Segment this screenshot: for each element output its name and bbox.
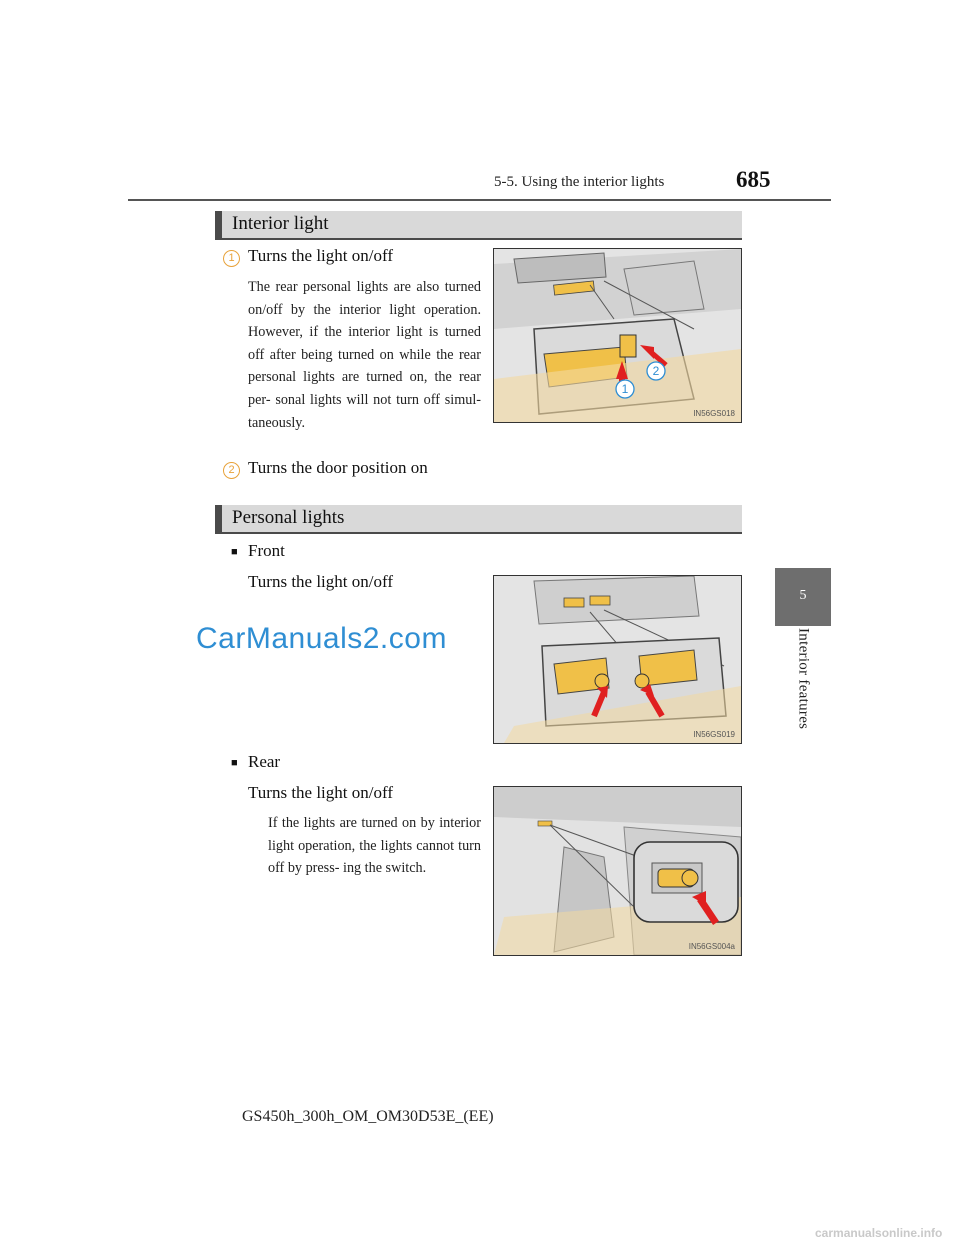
item-marker-2: 2: [223, 462, 240, 479]
watermark-carmanualsonline: carmanualsonline.info: [815, 1226, 943, 1240]
bullet-front: ■: [231, 546, 238, 558]
rear-lights-illustration: [494, 787, 741, 955]
chapter-tab: [775, 568, 831, 626]
item1-title: Turns the light on/off: [248, 246, 393, 265]
item1-body: The rear personal lights are also turned on/off by the interior light operation. However, if the interior light is turned off after being turned on while the rear personal lights are turned on, the rear per- sonal lights will not turn off simul- taneously.: [248, 279, 481, 431]
interior-light-illustration: [494, 249, 741, 422]
figure-front-personal-lights: [493, 575, 742, 744]
page-number: 685: [736, 167, 771, 192]
figure-rear-personal-lights: [493, 786, 742, 956]
bullet-rear: ■: [231, 757, 238, 769]
figure-interior-light: [493, 248, 742, 423]
section-heading-text: Interior light: [232, 213, 329, 234]
item2-title: Turns the door position on: [248, 458, 428, 477]
chapter-label: [775, 628, 831, 778]
section-heading-interior-light: [215, 211, 742, 240]
rear-label: Rear: [248, 752, 281, 771]
running-header-section: 5-5. Using the interior lights: [494, 174, 665, 190]
figure-code: IN56GS019: [693, 730, 735, 739]
rear-body: If the lights are turned on by interior light operation, the lights cannot turn off by press- ing the switch.: [268, 815, 481, 877]
front-lights-illustration: [494, 576, 741, 743]
section-heading-personal-lights: [215, 505, 742, 534]
watermark-carmanuals2: CarManuals2.com: [196, 622, 447, 655]
item-marker-1: 1: [223, 250, 240, 267]
figure-callout-1: 1: [621, 382, 629, 396]
figure-code: IN56GS018: [693, 409, 735, 418]
chapter-number: 5: [799, 588, 807, 603]
section-heading-text: Personal lights: [232, 507, 345, 528]
document-code: GS450h_300h_OM_OM30D53E_(EE): [242, 1108, 494, 1125]
front-title: Turns the light on/off: [248, 572, 393, 591]
rear-title: Turns the light on/off: [248, 783, 393, 802]
header-rule: [128, 199, 831, 201]
chapter-label-text: Interior features: [795, 628, 812, 730]
figure-code: IN56GS004a: [688, 942, 735, 951]
figure-callout-2: 2: [652, 364, 660, 378]
front-label: Front: [248, 541, 285, 560]
